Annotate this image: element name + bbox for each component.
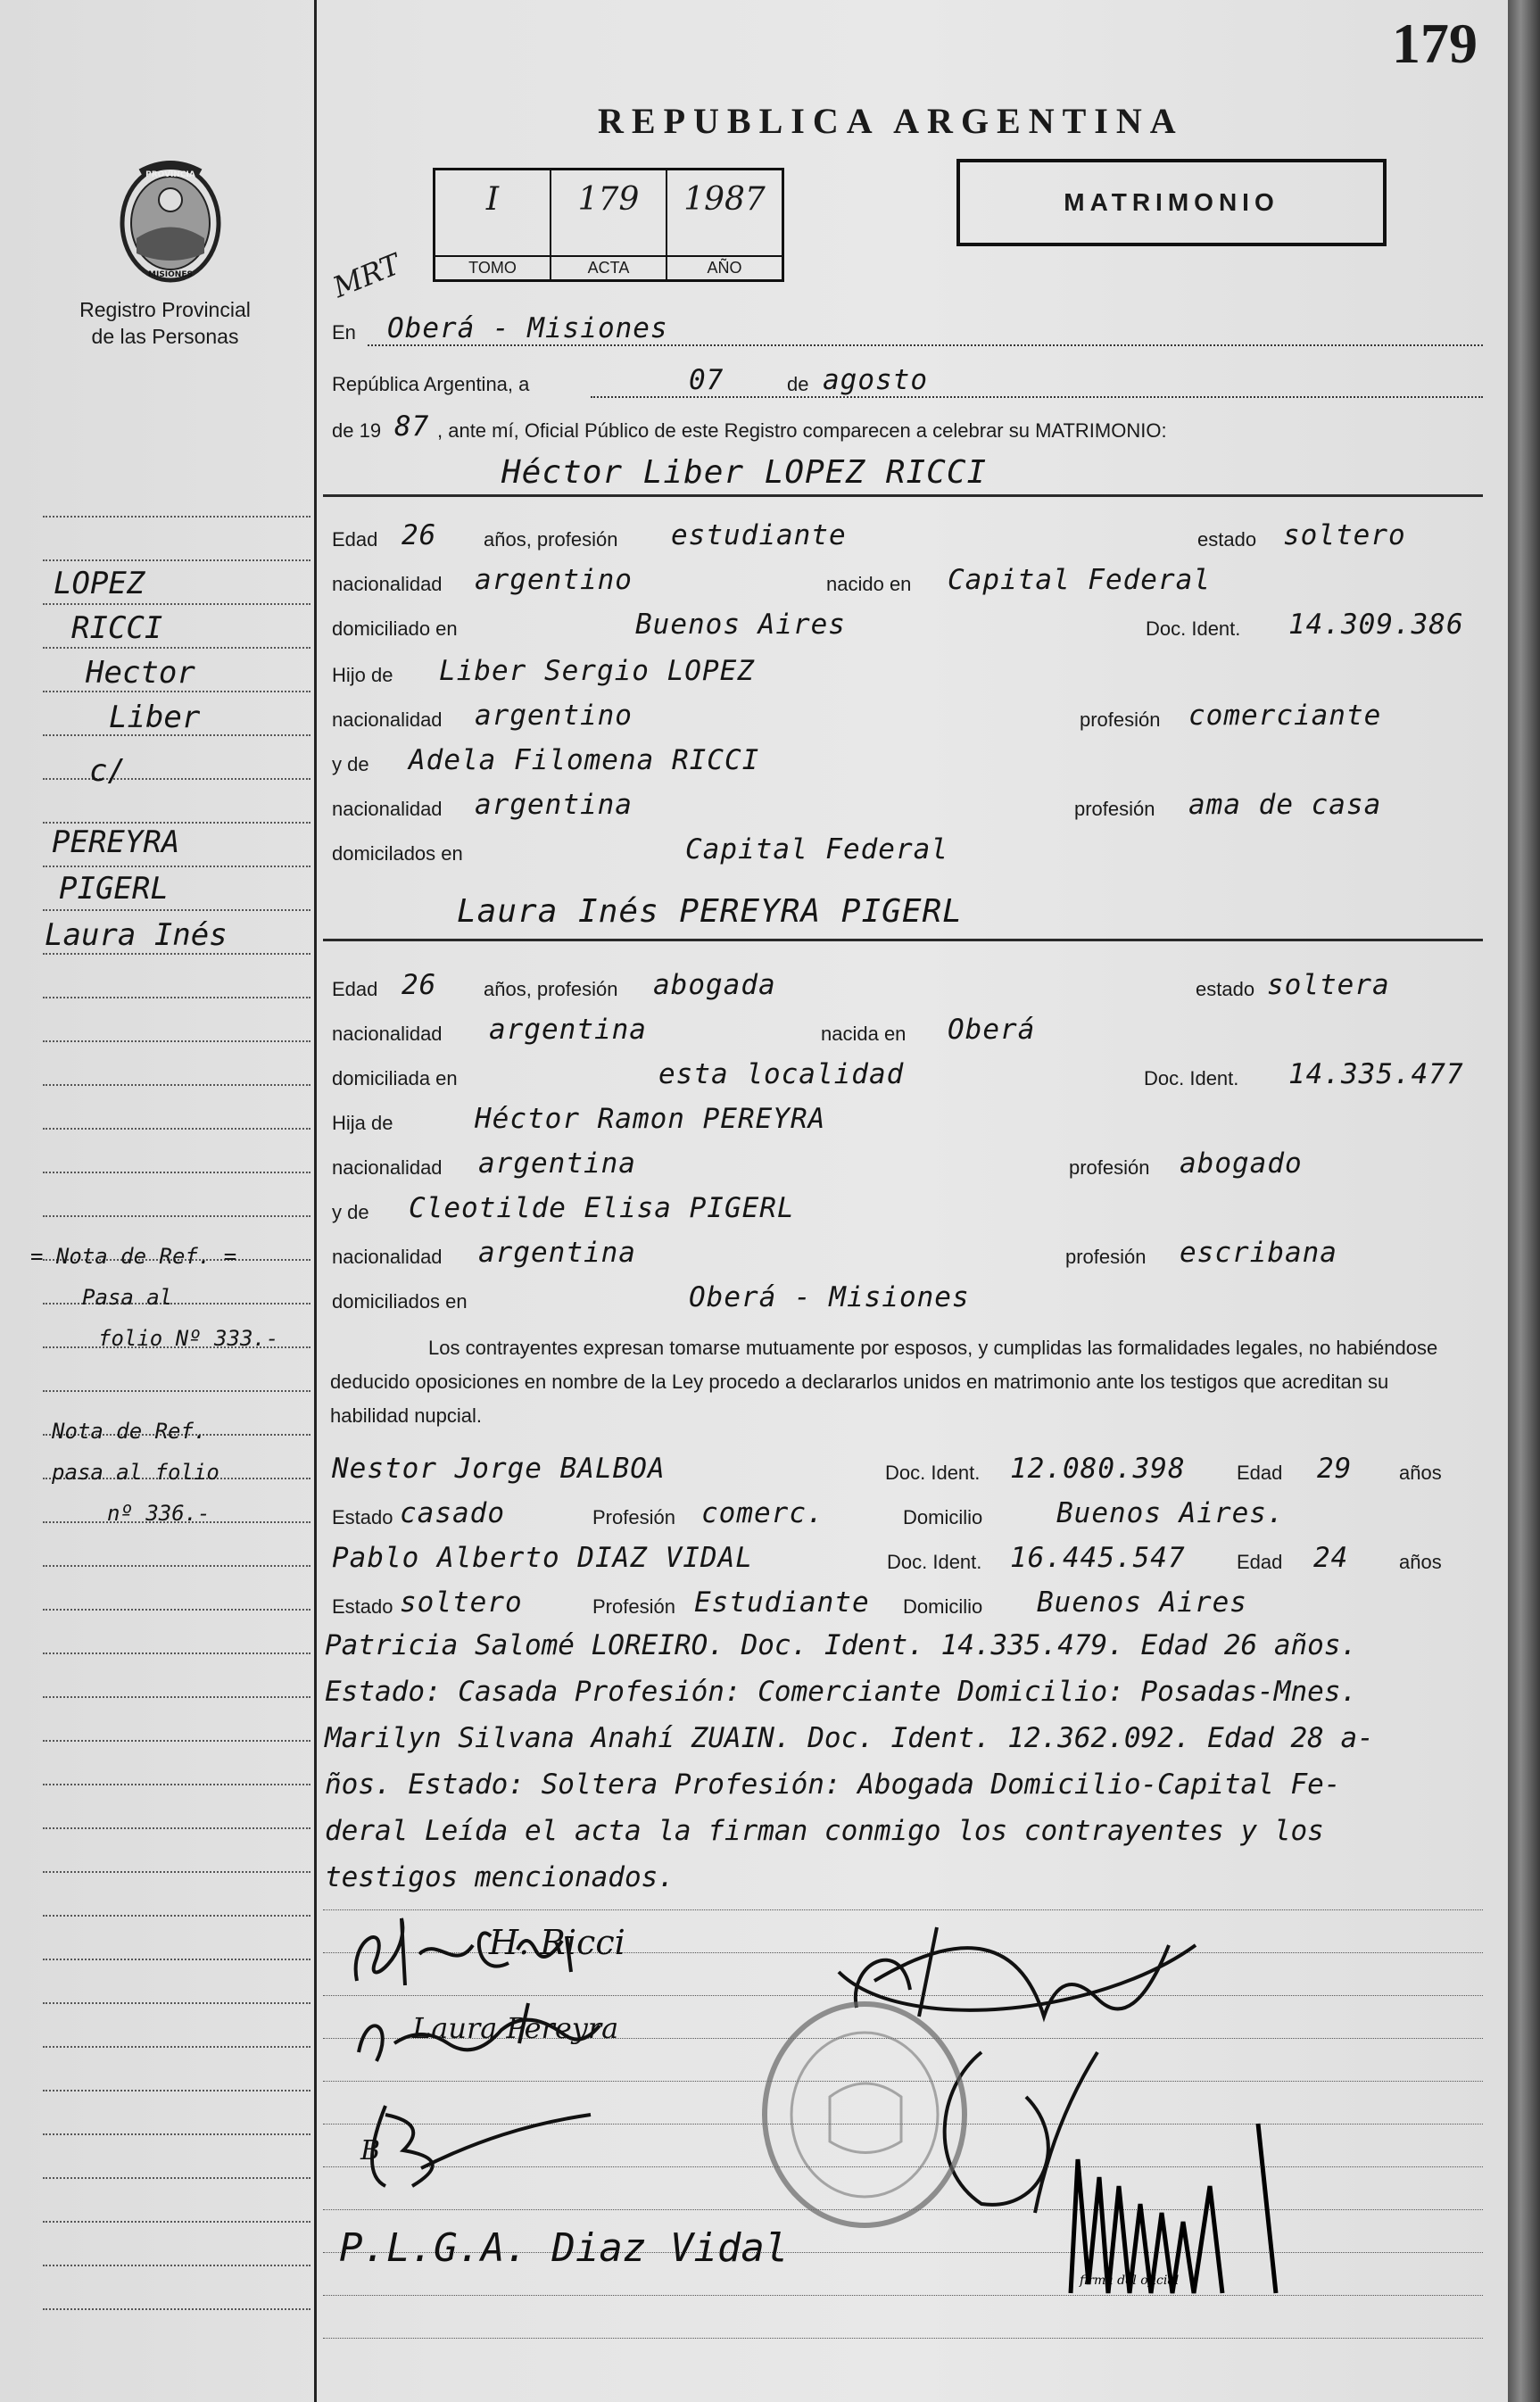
margin-rule-line xyxy=(43,1043,310,1086)
place-line xyxy=(368,344,1483,346)
margin-rule-line xyxy=(43,1786,310,1829)
groom-mother-nat-row xyxy=(332,789,1483,823)
groom-parents-dom-row xyxy=(332,833,1483,867)
margin-rule-line xyxy=(43,2005,310,2048)
witness2-estado-label: Estado xyxy=(332,1595,393,1618)
witness-signature-b xyxy=(350,2097,609,2195)
margin-rule-line xyxy=(43,1655,310,1698)
witness1-detail-row xyxy=(332,1497,1483,1531)
day-value: 07 xyxy=(689,364,724,396)
ano-value: 1987 xyxy=(683,181,766,218)
de-label: de xyxy=(787,373,809,395)
bride-age-row xyxy=(332,969,1483,1003)
groom-nacido-label: nacido en xyxy=(826,573,912,595)
intro-statement: , ante mí, Oficial Público de este Registro comparecen a celebrar su MATRIMONIO: xyxy=(437,419,1167,442)
bride-father-nat-label: nacionalidad xyxy=(332,1156,443,1179)
groom-father-nat-label: nacionalidad xyxy=(332,708,443,731)
acta-caption: ACTA xyxy=(551,255,666,279)
signature-rule xyxy=(323,2338,1483,2339)
margin-rule-line xyxy=(43,2136,310,2179)
bride-domicile-row xyxy=(332,1058,1483,1092)
margin-rule-line xyxy=(43,1699,310,1742)
witness1-edad-label: Edad xyxy=(1237,1462,1283,1484)
bride-mother-nat-label: nacionalidad xyxy=(332,1246,443,1268)
official-signature xyxy=(1053,2106,1303,2311)
bride-nat-label: nacionalidad xyxy=(332,1023,443,1045)
groom-profession: estudiante xyxy=(671,519,847,551)
witness1-row xyxy=(332,1453,1483,1487)
bride-domicile: esta localidad xyxy=(658,1058,905,1090)
reference-box xyxy=(433,168,784,282)
handwritten-line: Marilyn Silvana Anahí ZUAIN. Doc. Ident. 12.362.092. Edad 28 a- xyxy=(325,1722,1374,1754)
svg-text:PROVINCIA: PROVINCIA xyxy=(145,170,195,179)
record-label: MRT xyxy=(327,246,405,305)
ano-caption: AÑO xyxy=(667,255,782,279)
witness1-estado-label: Estado xyxy=(332,1506,393,1528)
bride-mother-nationality: argentina xyxy=(478,1237,636,1269)
groom-nationality: argentino xyxy=(475,564,633,596)
tomo-value: I xyxy=(485,181,500,218)
bride-signature xyxy=(350,1990,626,2079)
margin-rule-line xyxy=(43,1174,310,1217)
place-value: Oberá - Misiones xyxy=(387,312,668,344)
bride-father-nat-row xyxy=(332,1147,1483,1181)
margin-rule-line xyxy=(43,956,310,998)
bride-full-name: Laura Inés PEREYRA PIGERL xyxy=(457,893,963,930)
acta-cell xyxy=(551,170,667,279)
ano-cell xyxy=(667,170,782,279)
handwritten-line: deral Leída el acta la firman conmigo los contrayentes y los xyxy=(325,1815,1324,1847)
bride-doc: 14.335.477 xyxy=(1288,1058,1464,1090)
margin-bride-line: Laura Inés xyxy=(45,917,228,953)
bride-marital-status: soltera xyxy=(1267,969,1390,1001)
bride-father-row xyxy=(332,1103,1483,1137)
margin-rule-line xyxy=(43,999,310,1042)
margin-rule-line xyxy=(43,2092,310,2135)
witness2-detail-row xyxy=(332,1586,1483,1620)
groom-father-profession: comerciante xyxy=(1188,700,1382,732)
groom-father-nat-row xyxy=(332,700,1483,733)
margin-groom-line: LOPEZ xyxy=(54,566,145,601)
bride-mother-nat-row xyxy=(332,1237,1483,1271)
margin-rule-line xyxy=(43,2180,310,2223)
official-signature-text: firma del oficial xyxy=(1080,2274,1180,2288)
margin-rule-line xyxy=(43,1524,310,1567)
groom-parents-dom-label: domicilados en xyxy=(332,842,463,865)
witness1-age: 29 xyxy=(1317,1453,1353,1485)
margin-rule-line xyxy=(43,1131,310,1173)
book-edge xyxy=(1508,0,1540,2402)
witness1-domicile: Buenos Aires. xyxy=(1056,1497,1285,1529)
official-seal-icon xyxy=(758,1999,971,2231)
margin-rule-line xyxy=(43,1568,310,1611)
date-line xyxy=(591,396,1483,398)
bride-birthplace: Oberá xyxy=(948,1014,1036,1046)
groom-doc: 14.309.386 xyxy=(1288,609,1464,641)
bride-father-profession: abogado xyxy=(1180,1147,1303,1180)
margin-rule-line xyxy=(43,1917,310,1960)
groom-birthplace: Capital Federal xyxy=(948,564,1211,596)
margin-note1-line: Pasa al xyxy=(82,1285,173,1310)
groom-yde-label: y de xyxy=(332,753,369,775)
groom-father-nationality: argentino xyxy=(475,700,633,732)
margin-rule-line xyxy=(43,1087,310,1130)
bride-mother-row xyxy=(332,1192,1483,1226)
groom-signature xyxy=(339,1901,625,1999)
groom-domicile: Buenos Aires xyxy=(635,609,846,641)
groom-marital-status: soltero xyxy=(1283,519,1406,551)
bride-parents-dom-row xyxy=(332,1281,1483,1315)
witness2-age: 24 xyxy=(1313,1542,1349,1574)
margin-rule-line xyxy=(43,2267,310,2310)
bride-anos-label: años, profesión xyxy=(484,978,618,1000)
margin-groom-line: Liber xyxy=(109,700,201,735)
document-type-box xyxy=(956,159,1387,246)
handwritten-line: Estado: Casada Profesión: Comerciante Domicilio: Posadas-Mnes. xyxy=(325,1676,1358,1708)
registry-label xyxy=(54,296,277,350)
margin-note1-line: folio Nº 333.- xyxy=(98,1326,279,1351)
groom-mother-nat-label: nacionalidad xyxy=(332,798,443,820)
margin-rule-line xyxy=(43,781,310,824)
bride-doc-label: Doc. Ident. xyxy=(1144,1067,1239,1089)
margin-rule-line xyxy=(43,1611,310,1654)
groom-full-name: Héctor Liber LOPEZ RICCI xyxy=(501,454,988,491)
margin-rule-line xyxy=(43,1961,310,2004)
bride-signature-text: Laura Pereyra xyxy=(412,2011,619,2045)
handwritten-line: testigos mencionados. xyxy=(325,1861,675,1893)
year-row xyxy=(332,410,1483,444)
tomo-caption: TOMO xyxy=(435,255,550,279)
groom-mother-prof-label: profesión xyxy=(1074,798,1155,820)
tomo-cell xyxy=(435,170,551,279)
margin-groom-line: RICCI xyxy=(71,610,163,646)
groom-hijo-label: Hijo de xyxy=(332,664,393,686)
bride-estado-label: estado xyxy=(1196,978,1255,1000)
handwritten-line: ños. Estado: Soltera Profesión: Abogada Domicilio-Capital Fe- xyxy=(325,1768,1341,1801)
margin-rule-line xyxy=(43,1874,310,1917)
witness2-edad-label: Edad xyxy=(1237,1551,1283,1573)
margin-rule-line xyxy=(43,1830,310,1873)
witness2-row xyxy=(332,1542,1483,1576)
witness2-profession: Estudiante xyxy=(694,1586,870,1619)
margin-bride-line: PIGERL xyxy=(59,871,169,907)
republic-label: República Argentina, a xyxy=(332,373,530,395)
groom-father-row xyxy=(332,655,1483,689)
svg-text:MISIONES: MISIONES xyxy=(148,270,193,279)
groom-domicile-row xyxy=(332,609,1483,642)
groom-edad-label: Edad xyxy=(332,528,378,551)
groom-father-prof-label: profesión xyxy=(1080,708,1161,731)
bride-edad-label: Edad xyxy=(332,978,378,1000)
bride-name-line xyxy=(323,939,1483,941)
witness4-signature xyxy=(339,2211,789,2282)
margin-note1-line: = Nota de Ref. = xyxy=(30,1244,237,1269)
groom-anos-label: años, profesión xyxy=(484,528,618,551)
witness2-domicile: Buenos Aires xyxy=(1037,1586,1247,1619)
witness1-dom-label: Domicilio xyxy=(903,1506,983,1528)
witness2-doc: 16.445.547 xyxy=(1010,1542,1186,1574)
document-type: MATRIMONIO xyxy=(1064,188,1279,216)
bride-father: Héctor Ramon PEREYRA xyxy=(475,1103,826,1135)
acta-value: 179 xyxy=(577,181,640,218)
bride-nationality: argentina xyxy=(489,1014,647,1046)
margin-note2-line: pasa al folio xyxy=(52,1460,219,1485)
bride-profession: abogada xyxy=(653,969,776,1001)
margin-groom-line: Hector xyxy=(86,655,195,691)
month-value: agosto xyxy=(823,364,928,396)
groom-parents-domicile: Capital Federal xyxy=(685,833,948,866)
margin-rule xyxy=(314,0,317,2402)
bride-yde-label: y de xyxy=(332,1201,369,1223)
witness-signature-b-text: B xyxy=(360,2135,381,2166)
groom-mother: Adela Filomena RICCI xyxy=(409,744,760,776)
margin-rule-line xyxy=(43,1349,310,1392)
groom-name-line xyxy=(323,494,1483,497)
witness2-status: soltero xyxy=(400,1586,523,1619)
witness2-doc-label: Doc. Ident. xyxy=(887,1551,982,1573)
witness2-dom-label: Domicilio xyxy=(903,1595,983,1618)
margin-note2-line: nº 336.- xyxy=(107,1501,211,1526)
bride-parents-domicile: Oberá - Misiones xyxy=(689,1281,970,1313)
margin-rule-line xyxy=(43,475,310,518)
witness1-anos-label: años xyxy=(1399,1462,1442,1484)
handwritten-additions xyxy=(325,1622,1485,1901)
bride-mother-prof-label: profesión xyxy=(1065,1246,1147,1268)
witness1-prof-label: Profesión xyxy=(592,1506,675,1528)
groom-dom-label: domiciliado en xyxy=(332,617,458,640)
witness1-name: Nestor Jorge BALBOA xyxy=(332,1453,666,1485)
witness2-name: Pablo Alberto DIAZ VIDAL xyxy=(332,1542,753,1574)
witness4-signature-text: P.L.G.A. Diaz Vidal xyxy=(339,2225,789,2271)
registry-text: Registro Provincial de las Personas xyxy=(79,298,251,348)
bride-hija-label: Hija de xyxy=(332,1112,393,1134)
witness1-doc-label: Doc. Ident. xyxy=(885,1462,981,1484)
bride-mother-profession: escribana xyxy=(1180,1237,1337,1269)
groom-mother-row xyxy=(332,744,1483,778)
groom-estado-label: estado xyxy=(1197,528,1257,551)
year-suffix: 87 xyxy=(394,410,430,443)
bride-name-row xyxy=(332,892,1483,932)
bride-father-prof-label: profesión xyxy=(1069,1156,1150,1179)
margin-bride-line: PEREYRA xyxy=(52,824,180,860)
bride-father-nationality: argentina xyxy=(478,1147,636,1180)
groom-mother-nationality: argentina xyxy=(475,789,633,821)
bride-dom-label: domiciliada en xyxy=(332,1067,458,1089)
country-heading: REPUBLICA ARGENTINA xyxy=(598,101,1184,141)
witness1-doc: 12.080.398 xyxy=(1010,1453,1186,1485)
coat-of-arms-icon xyxy=(114,153,227,287)
declaration-text: Los contrayentes expresan tomarse mutuamente por esposos, y cumplidas las formalidades legales, no habiéndose deducido oposiciones en nombre de la Ley procedo a declararlos unidos en matrimonio ante los testigos que acreditan su habilidad nupcial. xyxy=(330,1337,1438,1427)
bride-nacida-label: nacida en xyxy=(821,1023,907,1045)
witness1-status: casado xyxy=(400,1497,505,1529)
en-label: En xyxy=(332,321,356,344)
margin-note2-line: Nota de Ref. xyxy=(52,1419,207,1444)
signature-rule xyxy=(323,2295,1483,2296)
page-number: 179 xyxy=(1392,12,1478,75)
margin-rule-line xyxy=(43,2224,310,2266)
handwritten-line: Patricia Salomé LOREIRO. Doc. Ident. 14.335.479. Edad 26 años. xyxy=(325,1629,1358,1661)
margin-rule-line xyxy=(43,1743,310,1785)
margin-rule-line xyxy=(43,2049,310,2091)
groom-age-row xyxy=(332,519,1483,553)
place-row xyxy=(332,312,1483,346)
year-prefix: de 19 xyxy=(332,419,382,442)
margin-rule-line xyxy=(43,737,310,780)
witness2-anos-label: años xyxy=(1399,1551,1442,1573)
witness1-profession: comerc. xyxy=(701,1497,824,1529)
bride-mother: Cleotilde Elisa PIGERL xyxy=(409,1192,795,1224)
groom-doc-label: Doc. Ident. xyxy=(1146,617,1241,640)
date-row xyxy=(332,364,1483,398)
groom-signature-text: H. Ricci xyxy=(489,1923,625,1962)
margin-rule-line xyxy=(43,518,310,561)
groom-nationality-row xyxy=(332,564,1483,598)
margin-groom-line: c/ xyxy=(89,753,126,789)
groom-nat-label: nacionalidad xyxy=(332,573,443,595)
groom-name-row xyxy=(332,454,1483,493)
bride-age: 26 xyxy=(402,969,437,1001)
groom-age: 26 xyxy=(402,519,437,551)
bride-nationality-row xyxy=(332,1014,1483,1048)
groom-father: Liber Sergio LOPEZ xyxy=(439,655,755,687)
witness2-prof-label: Profesión xyxy=(592,1595,675,1618)
bride-parents-dom-label: domiciliados en xyxy=(332,1290,468,1313)
groom-mother-profession: ama de casa xyxy=(1188,789,1382,821)
